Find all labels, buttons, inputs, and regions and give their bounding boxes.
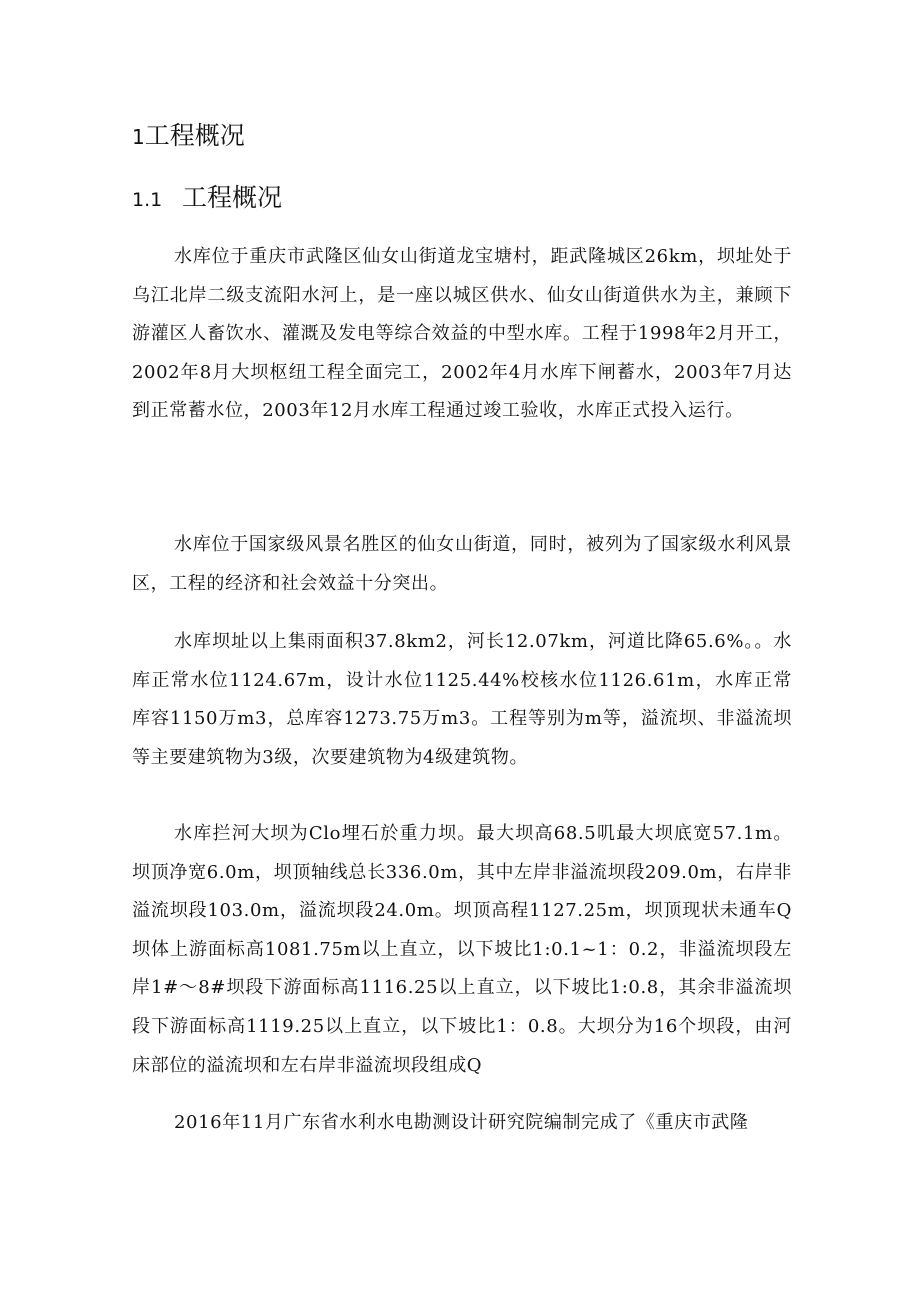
paragraph-dam-description: 水库拦河大坝为Clo埋石於重力坝。最大坝高68.5叽最大坝底宽57.1m。坝顶净宽6.0m，坝顶轴线总长336.0m，其中左岸非溢流坝段209.0m，右岸非溢流坝段103.0m，溢流坝段24.0m。坝顶高程1127.25m，坝顶现状未通车Q坝体上游面标高1081.75m以上直立，以下坡比1:0.1~1：0.2，非溢流坝段左岸1#～8#坝段下游面标高1116.25以上直立，以下坡比1:0.8，其余非溢流坝段下游面标高1119.25以上直立，以下坡比1：0.8。大坝分为16个坝段，由河床部位的溢流坝和左右岸非溢流坝段组成Q bbox=[132, 823, 792, 1076]
paragraph-reservoir-parameters: 水库坝址以上集雨面积37.8km2，河长12.07km，河道比降65.6%。。水库正常水位1124.67m，设计水位1125.44%校核水位1126.61m，水库正常库容1150万m3，总库容1273.75万m3。工程等别为m等，溢流坝、非溢流坝等主要建筑物为3级，次要建筑物为4级建筑物。 bbox=[132, 631, 792, 768]
section-number: 1 bbox=[132, 125, 145, 149]
subsection-number: 1.1 bbox=[132, 189, 163, 211]
section-heading bbox=[132, 116, 245, 157]
subsection-title: 工程概况 bbox=[182, 183, 283, 212]
paragraph-location-overview: 水库位于重庆市武隆区仙女山街道龙宝塘村，距武隆城区26km，坝址处于乌江北岸二级支流阳水河上，是一座以城区供水、仙女山街道供水为主，兼顾下游灌区人畜饮水、灌溉及发电等综合效益的中型水库。工程于1998年2月开工，2002年8月大坝枢纽工程全面完工，2002年4月水库下闸蓄水，2003年7月达到正常蓄水位，2003年12月水库工程通过竣工验收，水库正式投入运行。 bbox=[132, 246, 792, 422]
section-title: 工程概况 bbox=[144, 121, 245, 150]
paragraph-design-report: 2016年11月广东省水利水电勘测设计研究院编制完成了《重庆市武隆 bbox=[174, 1112, 749, 1133]
paragraph-scenic-area: 水库位于国家级风景名胜区的仙女山街道，同时，被列为了国家级水利风景区，工程的经济和社会效益十分突出。 bbox=[132, 534, 792, 594]
subsection-heading bbox=[132, 178, 282, 220]
